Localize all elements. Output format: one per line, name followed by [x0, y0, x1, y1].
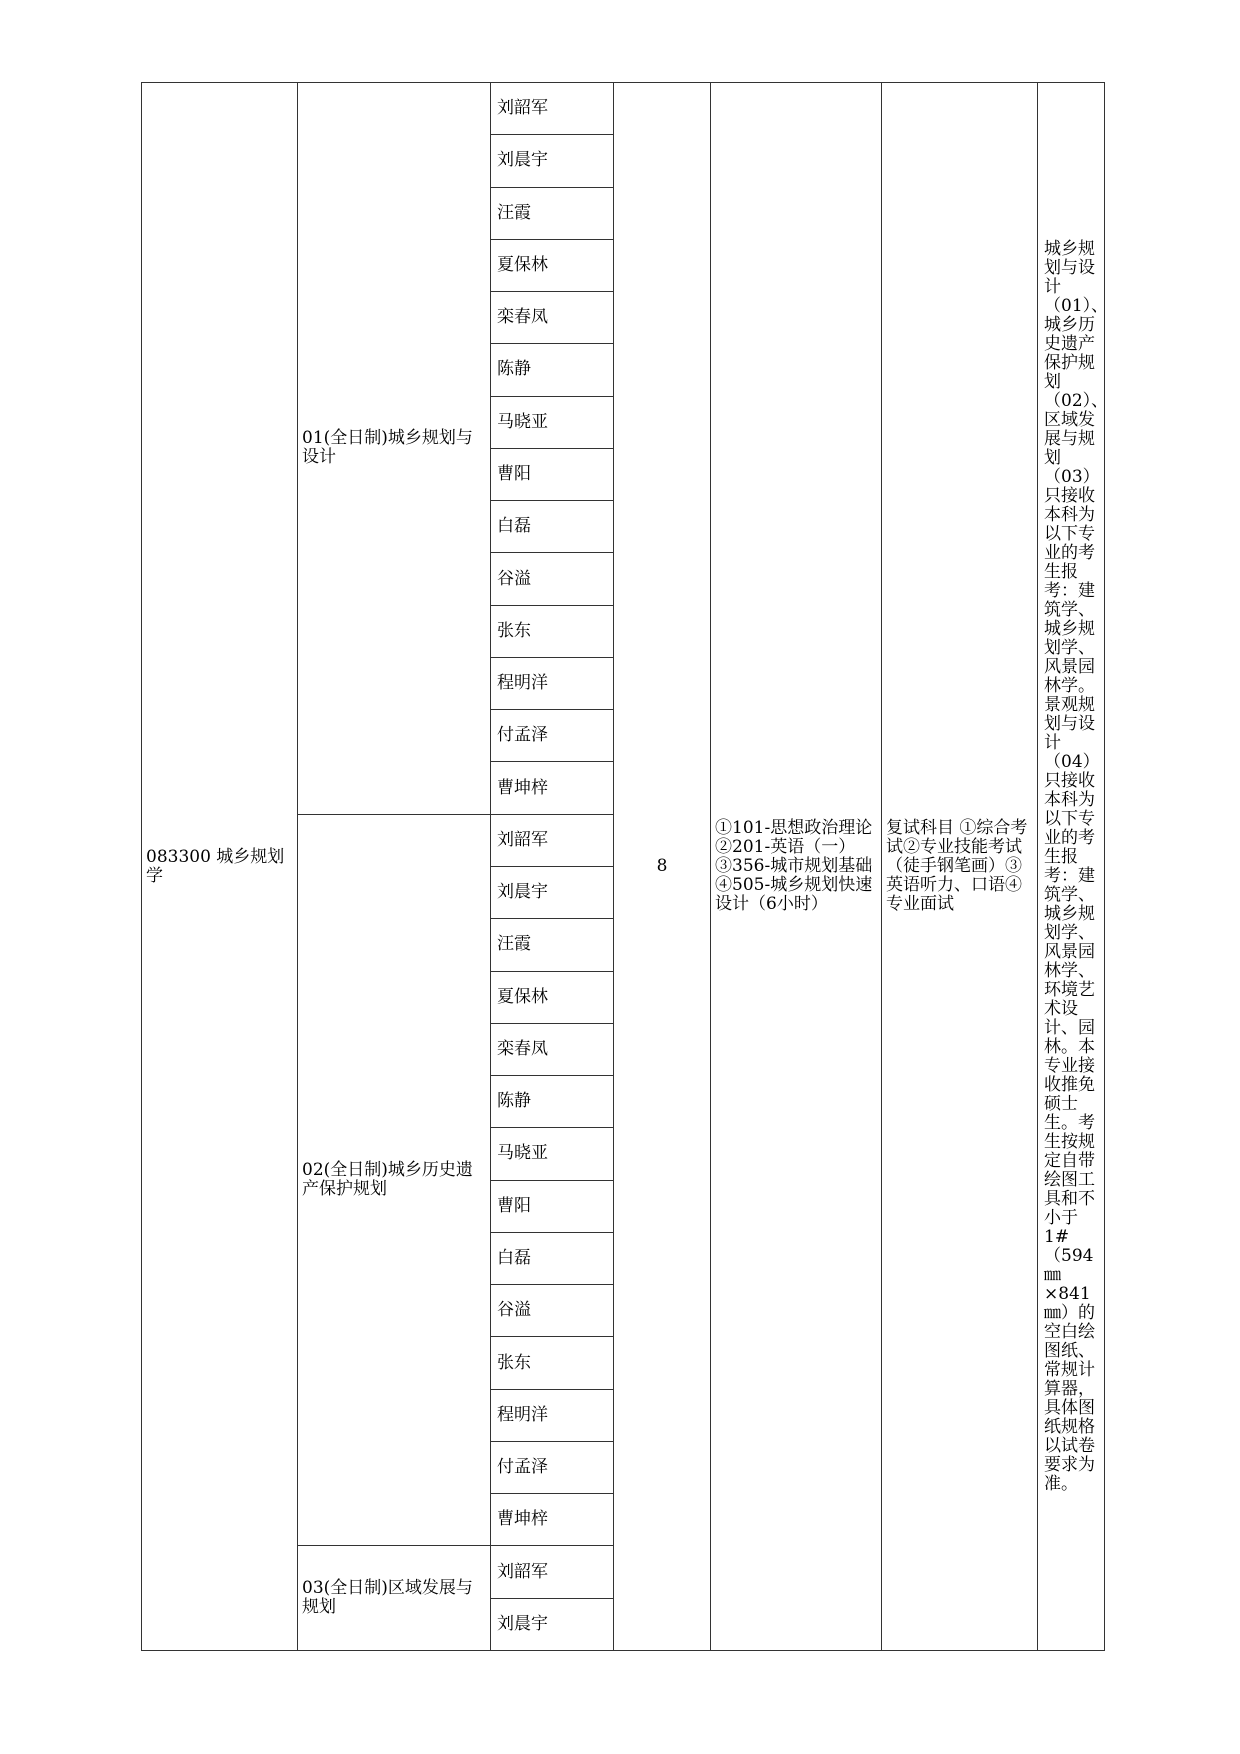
tutor-cell: 马晓亚 [491, 1128, 614, 1180]
tutor-cell: 汪霞 [491, 919, 614, 971]
tutor-cell: 白磊 [491, 501, 614, 553]
major-cell: 083300 城乡规划学 [142, 83, 298, 1651]
tutor-cell: 程明洋 [491, 1389, 614, 1441]
retest-cell: 复试科目 ①综合考试②专业技能考试（徒手钢笔画）③英语听力、口语④专业面试 [882, 83, 1038, 1651]
direction-cell: 03(全日制)区域发展与规划 [298, 1546, 491, 1651]
tutor-cell: 栾春凤 [491, 292, 614, 344]
tutor-cell: 程明洋 [491, 657, 614, 709]
tutor-cell: 陈静 [491, 1076, 614, 1128]
tutor-cell: 曹阳 [491, 1180, 614, 1232]
tutor-cell: 张东 [491, 605, 614, 657]
tutor-cell: 夏保林 [491, 239, 614, 291]
tutor-cell: 刘韶军 [491, 1546, 614, 1598]
tutor-cell: 谷溢 [491, 553, 614, 605]
tutor-cell: 刘晨宇 [491, 135, 614, 187]
tutor-cell: 付孟泽 [491, 1441, 614, 1493]
tutor-cell: 马晓亚 [491, 396, 614, 448]
tutor-cell: 谷溢 [491, 1285, 614, 1337]
tutor-cell: 汪霞 [491, 187, 614, 239]
tutor-cell: 刘晨宇 [491, 866, 614, 918]
exam-subjects-cell: ①101-思想政治理论 ②201-英语（一） ③356-城市规划基础 ④505-城乡规划快速设计（6小时） [711, 83, 882, 1651]
tutor-cell: 白磊 [491, 1232, 614, 1284]
tutor-cell: 栾春凤 [491, 1023, 614, 1075]
tutor-cell: 张东 [491, 1337, 614, 1389]
direction-cell: 01(全日制)城乡规划与设计 [298, 83, 491, 815]
tutor-cell: 刘韶军 [491, 814, 614, 866]
table-row [142, 83, 1105, 135]
tutor-cell: 刘韶军 [491, 83, 614, 135]
direction-cell: 02(全日制)城乡历史遗产保护规划 [298, 814, 491, 1546]
notes-cell: 城乡规划与设计（01）、城乡历史遗产保护规划（02）、区域发展与规划（03）只接收本科为以下专业的考生报考：建筑学、城乡规划学、风景园林学。景观规划与设计（04）只接收本科为以下专业的考生报考：建筑学、城乡规划学、风景园林学、环境艺术设计、园林。本专业接收推免硕士生。考生按规定自带绘图工具和不小于1#（594㎜×841㎜）的空白绘图纸、常规计算器，具体图纸规格以试卷要求为准。 [1038, 83, 1105, 1651]
tutor-cell: 曹坤梓 [491, 762, 614, 814]
tutor-cell: 曹阳 [491, 448, 614, 500]
enrollment-cell: 8 [614, 83, 711, 1651]
tutor-cell: 付孟泽 [491, 710, 614, 762]
tutor-cell: 陈静 [491, 344, 614, 396]
tutor-cell: 刘晨宇 [491, 1598, 614, 1650]
admissions-table [141, 82, 1109, 1651]
tutor-cell: 夏保林 [491, 971, 614, 1023]
tutor-cell: 曹坤梓 [491, 1494, 614, 1546]
